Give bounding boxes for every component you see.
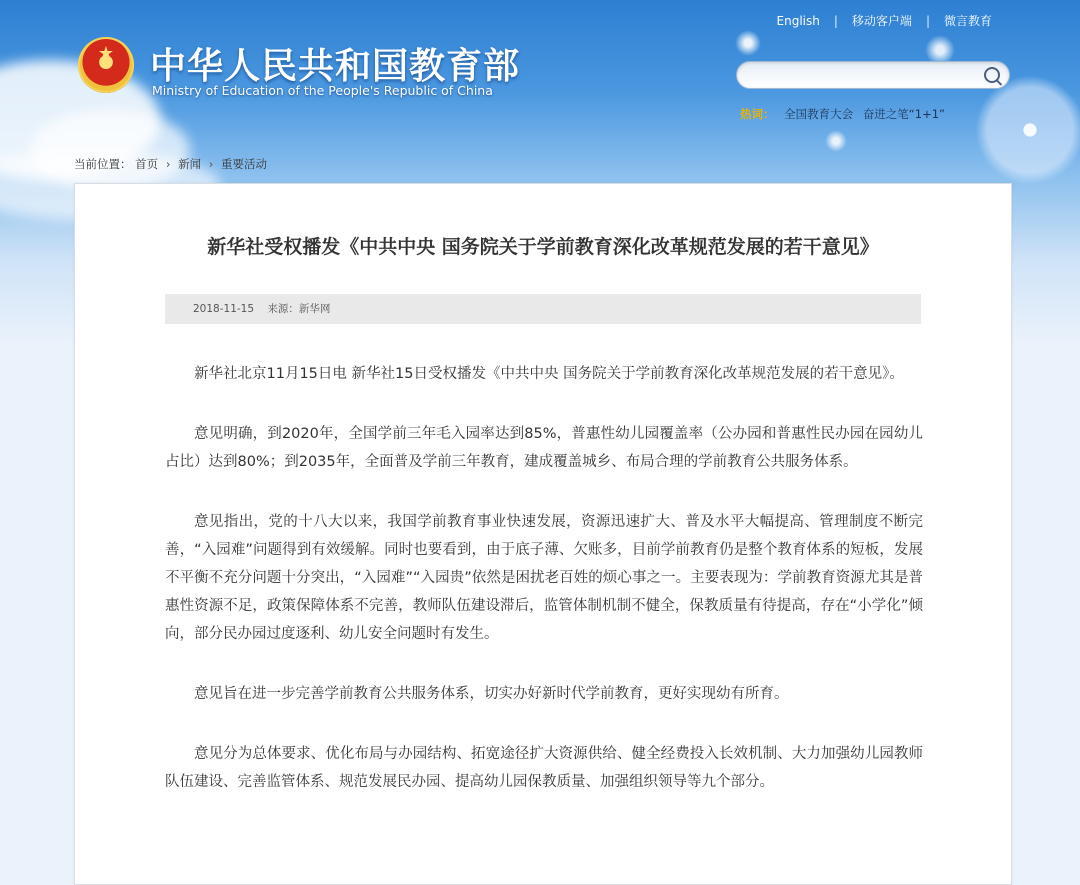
article-source: 来源：新华网 <box>267 303 331 315</box>
article-paragraph: 意见旨在进一步完善学前教育公共服务体系，切实办好新时代学前教育，更好实现幼有所育。 <box>194 686 789 702</box>
link-separator: | <box>925 13 930 28</box>
search-input[interactable] <box>749 65 983 87</box>
dandelion-seed-decoration <box>735 30 761 56</box>
weiyan-education-link[interactable]: 微言教育 <box>943 14 992 28</box>
link-separator: | <box>833 13 838 28</box>
breadcrumb-news[interactable]: 新闻 <box>178 157 202 171</box>
article-date: 2018-11-15 <box>193 303 255 315</box>
site-title[interactable]: 中华人民共和国教育部 <box>150 45 521 87</box>
article-title: 新华社受权播发《中共中央 国务院关于学前教育深化改革规范发展的若干意见》 <box>207 236 879 258</box>
search-box <box>736 61 1010 89</box>
breadcrumb <box>74 156 267 172</box>
article-panel <box>74 183 1012 885</box>
article-paragraph: 新华社北京11月15日电 新华社15日受权播发《中共中央 国务院关于学前教育深化改革规范发展的若干意见》。 <box>194 366 904 382</box>
breadcrumb-label: 当前位置： <box>74 157 132 171</box>
site-subtitle: Ministry of Education of the People's Republic of China <box>152 83 493 98</box>
english-link[interactable]: English <box>776 13 820 28</box>
hot-words-label: 热词： <box>740 107 775 121</box>
dandelion-decoration <box>975 75 1080 185</box>
breadcrumb-home[interactable]: 首页 <box>135 157 159 171</box>
breadcrumb-important-activities[interactable]: 重要活动 <box>221 157 267 171</box>
dandelion-seed-decoration <box>825 130 847 152</box>
hot-words <box>740 106 945 122</box>
emblem-star-icon: ★ <box>97 43 115 64</box>
article-paragraph: 意见指出，党的十八大以来，我国学前教育事业快速发展，资源迅速扩大、普及水平大幅提高、管理制度不断完善，“入园难”问题得到有效缓解。同时也要看到，由于底子薄、欠账多，目前学前教育仍是整个教育体系的短板，发展不平衡不充分问题十分突出，“入园难”“入园贵”依然是困扰老百姓的烦心事之一。主要表现为：学前教育资源尤其是普惠性资源不足，政策保障体系不完善，教师队伍建设滞后，监管体制机制不健全，保教质量有待提高，存在“小学化”倾向，部分民办园过度逐利、幼儿安全问题时有发生。 <box>165 514 923 642</box>
article-meta <box>165 294 921 324</box>
hot-word-link[interactable]: 全国教育大会 <box>784 107 854 121</box>
mobile-client-link[interactable]: 移动客户端 <box>851 14 912 28</box>
article-body <box>165 360 923 796</box>
hot-word-link[interactable]: 奋进之笔“1+1” <box>862 107 945 121</box>
national-emblem-icon[interactable] <box>78 37 134 93</box>
article-paragraph: 意见分为总体要求、优化布局与办园结构、拓宽途径扩大资源供给、健全经费投入长效机制、大力加强幼儿园教师队伍建设、完善监管体系、规范发展民办园、提高幼儿园保教质量、加强组织领导等九个部分。 <box>165 746 923 790</box>
top-links <box>777 12 992 29</box>
article-paragraph: 意见明确，到2020年，全国学前三年毛入园率达到85%，普惠性幼儿园覆盖率（公办园和普惠性民办园在园幼儿占比）达到80%；到2035年，全面普及学前三年教育，建成覆盖城乡、布局合理的学前教育公共服务体系。 <box>165 426 923 470</box>
breadcrumb-arrow-icon: › <box>208 157 214 171</box>
search-icon[interactable] <box>984 67 1000 83</box>
breadcrumb-arrow-icon: › <box>165 157 171 171</box>
